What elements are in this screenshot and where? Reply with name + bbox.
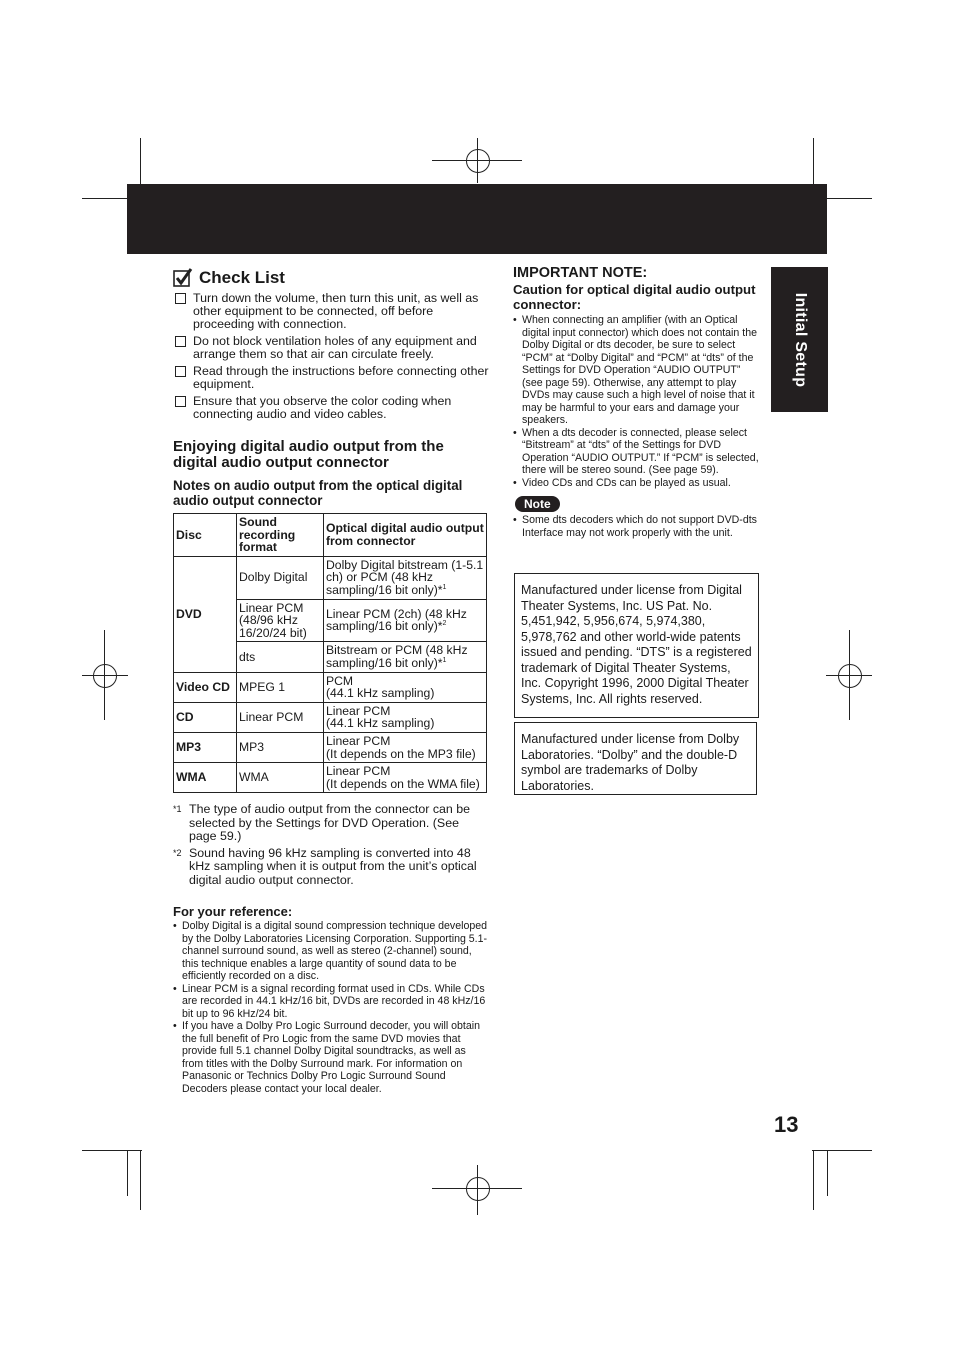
table-row [174, 672, 487, 702]
table-row [174, 556, 487, 599]
disc-cell: CD [174, 702, 237, 732]
check-list-title: Check List [199, 268, 285, 287]
table-row [174, 763, 487, 793]
list-item: • Video CDs and CDs can be played as usual. [513, 477, 761, 490]
check-list-item: Do not block ventilation holes of any equipment and arrange them so that air can circulate freely. [173, 335, 489, 361]
important-note-title: IMPORTANT NOTE: [513, 265, 648, 281]
output-cell: Linear PCM (It depends on the WMA file) [324, 763, 487, 793]
checkbox-icon [175, 336, 186, 347]
check-list-item: Ensure that you observe the color coding when connecting audio and video cables. [173, 395, 489, 421]
important-note-list [513, 314, 761, 489]
section-tab-label: Initial Setup [791, 292, 809, 387]
page-number: 13 [774, 1112, 799, 1137]
important-note-subtitle: Caution for optical digital audio output connector: [513, 282, 756, 312]
footnote: *1 The type of audio output from the connector can be selected by the Settings for DVD Operation. (See page 59.) [173, 802, 471, 844]
header-format: Sound recording format [237, 514, 324, 557]
table-row [174, 702, 487, 732]
dolby-license-box [514, 722, 757, 795]
section-subtitle: Notes on audio output from the optical digital audio output connector [173, 478, 463, 508]
reference-title: For your reference: [173, 904, 293, 920]
header-bar [127, 184, 827, 254]
table-row [174, 732, 487, 762]
header-output: Optical digital audio output from connector [324, 514, 487, 557]
list-item: • Some dts decoders which do not support DVD-dts Interface may not work properly with the unit. [513, 514, 761, 539]
disc-cell: WMA [174, 763, 237, 793]
check-list [173, 292, 489, 421]
checkbox-icon [175, 293, 186, 304]
table-header-row [174, 514, 487, 557]
check-list-item: Turn down the volume, then turn this unit, as well as other equipment to be connected, off before proceeding with connection. [173, 292, 489, 331]
check-list-heading [173, 268, 489, 288]
format-cell: MPEG 1 [237, 672, 324, 702]
output-cell: Bitstream or PCM (48 kHz sampling/16 bit only)*$^1$ [324, 642, 487, 672]
note-list [513, 514, 761, 539]
format-cell: Linear PCM (48/96 kHz 16/20/24 bit) [237, 599, 324, 642]
output-cell: Linear PCM (It depends on the MP3 file) [324, 732, 487, 762]
checkbox-icon [175, 396, 186, 407]
dts-license-box [514, 573, 759, 718]
list-item: • If you have a Dolby Pro Logic Surround decoder, you will obtain the full benefit of Pro Logic from the same DVD movies that provide full 5.1 channel Dolby Digital soundtracks, as well as from titles with the Dolby Surround mark. For information on Panasonic or Technics Dolby Pro Logic Surround Sound Decoders please contact your local dealer. [173, 1020, 489, 1095]
dts-license-text: Manufactured under license from Digital Theater Systems, Inc. US Pat. No. 5,451,942, 5,956,674, 5,974,380, 5,978,762 and other world-wide patents issued and pending. “DTS” is a registered trademark of Digital Theater Systems, Inc. Copyright 1996, 2000 Digital Theater Systems, Inc. All rights reserved. [521, 583, 752, 706]
left-column [173, 268, 489, 1095]
list-item: • Dolby Digital is a digital sound compression technique developed by the Dolby Laboratories Licensing Corporation. Supporting 5.1-channel surround sound, as well as stereo (2-channel) sound, this technique enables a large quantity of sound data to be efficiently recorded on a disc. [173, 920, 489, 983]
note-badge: Note [515, 496, 560, 512]
output-cell: Dolby Digital bitstream (1-5.1 ch) or PCM (48 kHz sampling/16 bit only)*$^1$ [324, 556, 487, 599]
disc-cell: DVD [174, 556, 237, 672]
output-cell: PCM (44.1 kHz sampling) [324, 672, 487, 702]
format-cell: dts [237, 642, 324, 672]
header-disc: Disc [174, 514, 237, 557]
reference-list [173, 920, 489, 1095]
list-item: • Linear PCM is a signal recording format used in CDs. While CDs are recorded in 44.1 kHz/16 bit, DVDs are recorded in 48 kHz/16 bit up to 96 kHz/24 bit. [173, 983, 489, 1021]
output-cell: Linear PCM (2ch) (48 kHz sampling/16 bit only)*$^2$ [324, 599, 487, 642]
section-tab [771, 267, 828, 412]
list-item: • When connecting an amplifier (with an Optical digital input connector) which does not contain the Dolby Digital or dts decoder, be sure to select “PCM” at “Dolby Digital” and “PCM” at “dts” of the Settings for DVD Operation “AUDIO OUTPUT” (see page 59). Otherwise, any attempt to play DVDs may cause such a high level of noise that it may be harmful to your ears and damage your speakers. [513, 314, 761, 427]
section-title: Enjoying digital audio output from the digital audio output connector [173, 438, 444, 471]
disc-cell: Video CD [174, 672, 237, 702]
checkbox-icon [175, 366, 186, 377]
list-item: • When a dts decoder is connected, please select “Bitstream” at “dts” of the Settings for DVD Operation “AUDIO OUTPUT.” If “PCM” is selected, there will be stereo sound. (See page 59). [513, 427, 761, 477]
dolby-license-text: Manufactured under license from Dolby Laboratories. “Dolby” and the double-D symbol are trademarks of Dolby Laboratories. [521, 732, 740, 793]
disc-cell: MP3 [174, 732, 237, 762]
right-column [513, 265, 761, 539]
checkbox-tick-icon [173, 268, 193, 288]
format-cell: MP3 [237, 732, 324, 762]
audio-output-table [173, 513, 487, 793]
format-cell: Dolby Digital [237, 556, 324, 599]
footnote: *2 Sound having 96 kHz sampling is converted into 48 kHz sampling when it is output from the unit’s optical digital audio output connector. [173, 845, 477, 887]
output-cell: Linear PCM (44.1 kHz sampling) [324, 702, 487, 732]
check-list-item: Read through the instructions before connecting other equipment. [173, 365, 489, 391]
format-cell: Linear PCM [237, 702, 324, 732]
footnotes [173, 803, 489, 887]
format-cell: WMA [237, 763, 324, 793]
